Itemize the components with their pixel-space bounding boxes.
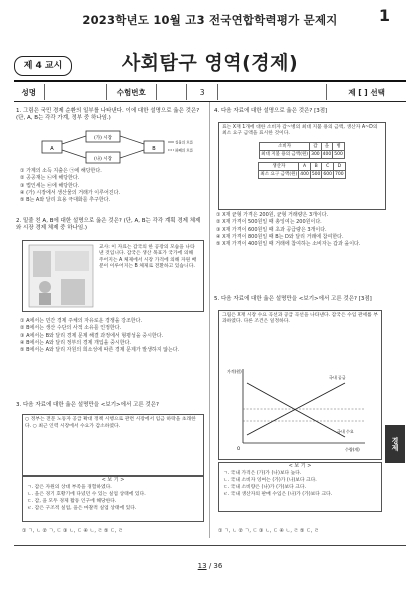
q3-bogi-3: ㄷ. 갑, 을 모두 경제 활동 인구에 해당한다.: [27, 499, 117, 504]
q1-choices: [20, 168, 205, 204]
q2-choice-5[interactable]: ⑤ B에서는 A와 달리 자원의 희소성에 따른 경제 문제가 발생하지 않는다.: [20, 347, 180, 354]
q1-choice-3[interactable]: ③ 법인세는 ㉢에 해당한다.: [20, 182, 80, 189]
q3-passage: ○ 정부는 전문 노동자 공급 확대 정책 시행으로 관련 시장에서 임금 하락을 초래한다. ○ 최근 인력 시장에서 수요가 감소하였다.: [22, 414, 204, 476]
name-field[interactable]: [45, 84, 107, 100]
q5-origin-label: O: [237, 446, 241, 451]
q5-y-label: 가격(원): [227, 369, 242, 374]
column-separator: [209, 102, 210, 538]
q4-t1-h0: 소비자: [260, 142, 310, 150]
q4-choices: [216, 212, 386, 248]
q4-consumer-table: [259, 142, 345, 159]
q4-t1-r3: 500: [334, 151, 343, 157]
q4-t2-r3: 600: [323, 171, 332, 177]
q4-t2-r2: 500: [311, 171, 321, 177]
q4-choice-5[interactable]: ⑤ X재 가격이 400원일 때 거래에 참여하는 소비자는 갑과 을이다.: [216, 241, 361, 248]
q1-choice-4[interactable]: ④ (가) 시장에서 생산물의 거래가 이루어진다.: [20, 189, 121, 196]
header-rule: [14, 80, 406, 82]
q2-choice-3[interactable]: ③ A에서는 B와 달리 경제 문제 해결 과정에서 형평성을 중시한다.: [20, 332, 164, 339]
q5-supply-demand-chart: [225, 363, 375, 453]
footer-page-indicator: 13 / 36: [197, 562, 223, 570]
q4-t1-r2: 400: [322, 151, 332, 157]
q2-choices: [20, 318, 205, 354]
q5-bogi-3: ㄷ. 국내 소비량은 (나)가 (가)보다 크다.: [223, 485, 307, 490]
q5-demand-label: 국내 수요: [337, 429, 354, 434]
q2-choice-2[interactable]: ② B에서는 생산 수단의 사적 소유를 인정한다.: [20, 325, 122, 332]
q4-t2-r0: 최소 요구 금액(원): [260, 172, 298, 178]
page-number: 1: [378, 6, 390, 25]
q4-t1-r1: 300: [311, 151, 320, 157]
q4-t1-h1: 갑: [310, 142, 322, 150]
q5-passage-box: [218, 310, 382, 460]
q1-choice-2[interactable]: ② 공공재는 ㉡에 해당한다.: [20, 175, 80, 182]
q4-t2-r1: 400: [300, 171, 309, 177]
q4-passage-box: [218, 122, 386, 210]
q4-choice-2[interactable]: ② X재 가격이 500원일 때 총잉여는 200원이다.: [216, 219, 322, 226]
q1-choice-1[interactable]: ① 가계의 소득 지출은 ㉠에 해당한다.: [20, 168, 102, 174]
q4-t2-h1: A: [299, 162, 311, 170]
footer-rule: [14, 545, 406, 546]
q1-legend-1: 실물의 흐름: [175, 140, 194, 145]
q4-choice-4[interactable]: ④ X재 가격이 800원일 때 B는 D와 달리 거래에 참여한다.: [216, 233, 344, 240]
q5-passage: 그림은 X재 시장 수요 곡선과 공급 곡선을 나타낸다. 갑국은 수입 관세를 부과하였다. 다른 조건은 일정하다.: [222, 313, 378, 325]
info-rule: [14, 101, 406, 102]
q5-x-label: 수량(개): [345, 447, 360, 452]
q1-label-b: B: [152, 146, 156, 152]
q3-bogi-4: ㄹ. 갑은 구조적 실업, 을은 마찰적 실업 상태에 있다.: [27, 506, 137, 511]
q4-t2-h3: C: [322, 162, 334, 170]
choice-label: 제 [ ] 선택: [348, 87, 385, 97]
q3-bogi-title: < 보 기 >: [101, 477, 125, 483]
q4-stem: 4. 다음 자료에 대한 설명으로 옳은 것은? [3점]: [214, 108, 328, 114]
q4-t1-h3: 병: [333, 142, 345, 150]
q5-bogi-title: < 보 기 >: [288, 463, 312, 469]
q3-stem: 3. 다음 자료에 대한 옳은 설명만을 <보기>에서 고른 것은?: [16, 402, 159, 408]
q4-choice-3[interactable]: ③ X재 가격이 600원일 때 초과 공급량은 3개이다.: [216, 226, 327, 233]
q2-stem: 2. 밑줄 친 A, B에 대한 설명으로 옳은 것은? (단, A, B는 각각 계획 경제 체제와 시장 경제 체제 중 하나임.): [16, 218, 201, 232]
subject-title: 사회탐구 영역(경제): [121, 52, 299, 74]
subject-side-tab: 경제: [385, 425, 405, 463]
id-digit: 3: [187, 84, 218, 100]
q1-label-a: A: [50, 146, 54, 152]
q1-choice-5[interactable]: ⑤ B는 A와 달리 효용 극대화를 추구한다.: [20, 197, 111, 204]
q2-passage-box: [22, 240, 204, 312]
q4-t2-h4: D: [334, 162, 346, 170]
q1-circular-flow-diagram: [40, 128, 194, 166]
q5-bogi-4: ㄹ. 국내 생산자의 판매 수입은 (나)가 (가)보다 크다.: [223, 492, 333, 497]
q2-factory-illustration: [27, 243, 95, 309]
q5-bogi-1: ㄱ. 국내 가격은 (가)가 (나)보다 높다.: [223, 471, 302, 476]
id-box[interactable]: [157, 84, 188, 100]
id-box-rest[interactable]: [218, 84, 327, 100]
q3-choices[interactable]: ① ㄱ, ㄴ ② ㄱ, ㄷ ③ ㄴ, ㄷ ④ ㄴ, ㄹ ⑤ ㄷ, ㄹ: [22, 528, 123, 534]
info-bar: [14, 84, 406, 100]
name-label: 성명: [14, 84, 45, 100]
q3-bogi-2: ㄴ. 을은 경기 호황기에 다녔던 수 있는 실업 상태에 있다.: [27, 492, 146, 497]
q1-legend-2: 화폐의 흐름: [175, 148, 194, 153]
q4-choice-1[interactable]: ① X재 균형 가격은 200원, 균형 거래량은 3개이다.: [216, 212, 329, 218]
q2-choice-4[interactable]: ④ B에서는 A와 달리 정부의 경제 개입을 중시한다.: [20, 339, 131, 346]
q4-producer-table: [258, 162, 345, 179]
q5-bogi-2: ㄴ. 국내 소비자 잉여는 (가)가 (나)보다 크다.: [223, 478, 317, 483]
q4-t1-h2: 을: [321, 142, 333, 150]
q1-label-labor-market: (나) 시장: [94, 157, 112, 162]
q2-passage: 교사: 이 자료는 갑국의 한 공장의 모습을 나타낸 것입니다. 갑국은 생산 목표가 국가에 의해 주어지는 A 체제에서 시장 가격에 의해 자원 배분이 이루어지는 B 체제로 전환하고 있습니다.: [99, 245, 197, 270]
q2-choice-1[interactable]: ① A에서는 민간 경제 주체의 자유로운 경쟁을 강조한다.: [20, 318, 143, 324]
q3-bogi-1: ㄱ. 갑은 자원의 상대 부족을 경험하였다.: [27, 485, 112, 490]
q4-t1-r0: 최대 지불 용의 금액(원): [261, 152, 309, 158]
id-label: 수험번호: [107, 84, 157, 100]
q4-t2-r4: 700: [335, 171, 344, 177]
footer-total: 36: [213, 562, 223, 570]
q4-t2-h2: B: [310, 162, 322, 170]
q1-stem: 1. 그림은 국민 경제 순환의 일부를 나타낸다. 이에 대한 설명으로 옳은 것은? (단, A, B는 각각 가계, 정부 중 하나임.): [16, 108, 200, 122]
q1-label-goods-market: (가) 시장: [94, 136, 112, 141]
q3-bogi-box: [22, 476, 204, 522]
footer-page: 13: [197, 562, 207, 570]
session-badge: 제 4 교시: [14, 56, 72, 76]
q5-supply-label: 국내 공급: [329, 375, 346, 380]
q4-t2-h0: 생산자: [259, 162, 299, 170]
exam-title: 2023학년도 10월 고3 전국연합학력평가 문제지: [82, 13, 338, 27]
q5-stem: 5. 다음 자료에 대한 옳은 설명만을 <보기>에서 고른 것은? [3점]: [214, 296, 372, 302]
q5-choices[interactable]: ① ㄱ, ㄴ ② ㄱ, ㄷ ③ ㄴ, ㄷ ④ ㄴ, ㄹ ⑤ ㄷ, ㄹ: [218, 528, 319, 534]
q4-passage: 표는 X재 1개에 대한 소비자 갑~병의 최대 지불 용의 금액, 생산자 A~D의 최소 요구 금액을 표시한 것이다.: [222, 125, 378, 137]
q5-bogi-box: [218, 462, 382, 512]
